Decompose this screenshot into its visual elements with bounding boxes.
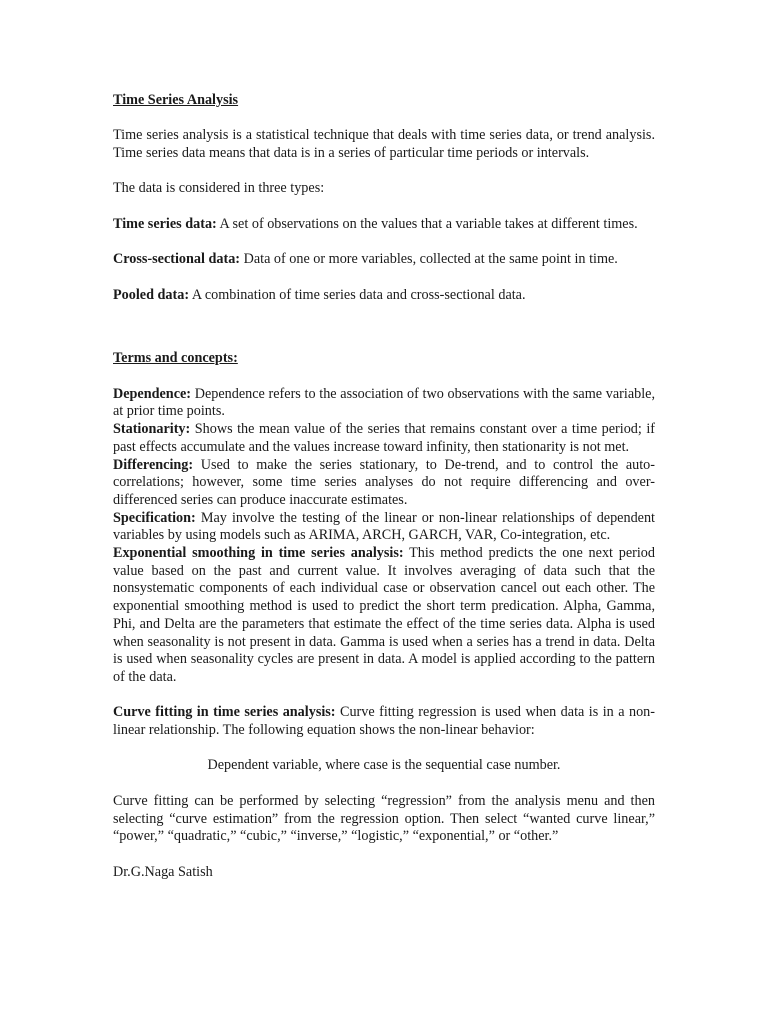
spacer	[113, 304, 655, 350]
spacer	[113, 269, 655, 287]
spacer	[113, 234, 655, 252]
concept-text: Shows the mean value of the series that remains constant over a time period; if past effects accumulate and the values increase toward infinity, then stationarity is not met.	[113, 421, 655, 455]
type-term: Cross-sectional data:	[113, 251, 241, 268]
concept-text: This method predicts the one next period value based on the past and current value. It involves averaging of data such that the nonsystematic components of each individual case or observation cancel out each other. The exponential smoothing method is used to predict the short term predication. Alpha, Gamma, Phi, and Delta are the parameters that estimate the effect of the time series data. Alpha is used when seasonality is not present in data. Gamma is used when a series has a trend in data. Delta is used when seasonality cycles are present in data. A model is applied according to the pattern of the data.	[113, 545, 655, 685]
concept-dependence	[113, 386, 655, 421]
terms-heading: Terms and concepts:	[113, 350, 238, 367]
intro-paragraph: Time series analysis is a statistical technique that deals with time series data, or trend analysis. Time series data means that data is in a series of particular time periods or intervals.	[113, 127, 655, 162]
concept-specification	[113, 510, 655, 545]
type-text: Data of one or more variables, collected at the same point in time.	[240, 251, 618, 268]
concept-exponential-smoothing	[113, 545, 655, 687]
spacer	[113, 687, 655, 705]
concept-term: Stationarity:	[113, 421, 191, 438]
curve-term: Curve fitting in time series analysis:	[113, 704, 336, 721]
spacer	[113, 846, 655, 864]
spacer	[113, 198, 655, 216]
type-text: A combination of time series data and cross-sectional data.	[189, 286, 526, 303]
equation-line: Dependent variable, where case is the sequential case number.	[207, 757, 561, 774]
spacer	[113, 368, 655, 386]
concept-text: Dependence refers to the association of two observations with the same variable, at prior time points.	[113, 385, 655, 420]
document-title: Time Series Analysis	[113, 92, 239, 108]
concept-term: Dependence:	[113, 385, 192, 402]
type-text: A set of observations on the values that a variable takes at different times.	[216, 215, 638, 232]
concept-differencing	[113, 457, 655, 510]
author-signature: Dr.G.Naga Satish	[113, 863, 213, 880]
spacer	[113, 110, 655, 128]
type-cross-sectional	[113, 251, 655, 269]
type-term: Time series data:	[113, 215, 217, 232]
curve-text: Curve fitting regression is used when data is in a non-linear relationship. The following equation shows the non-linear behavior:	[113, 704, 655, 739]
types-intro: The data is considered in three types:	[113, 180, 325, 197]
type-time-series	[113, 216, 655, 234]
spacer	[113, 740, 655, 758]
spacer	[113, 775, 655, 793]
curve-procedure-paragraph: Curve fitting can be performed by selecting “regression” from the analysis menu and then selecting “curve estimation” from the regression option. Then select “wanted curve linear,” “power,” “quadratic,” “cubic,” “inverse,” “logistic,” “exponential,” or “other.”	[113, 792, 655, 845]
type-pooled	[113, 287, 655, 305]
concept-stationarity	[113, 421, 655, 456]
curve-fitting-paragraph	[113, 704, 655, 739]
concept-text: Used to make the series stationary, to De-trend, and to control the auto-correlations; however, some time series analyses do not require differencing and over-differenced series can produce inaccurate estimates.	[113, 456, 655, 508]
concept-term: Differencing:	[113, 456, 194, 473]
spacer	[113, 163, 655, 181]
type-term: Pooled data:	[113, 286, 190, 303]
concept-term: Exponential smoothing in time series analysis:	[113, 545, 404, 562]
concept-text: May involve the testing of the linear or non-linear relationships of dependent variables by using models such as ARIMA, ARCH, GARCH, VAR, Co-integration, etc.	[113, 509, 655, 544]
document-page	[113, 92, 655, 881]
concept-term: Specification:	[113, 509, 196, 526]
